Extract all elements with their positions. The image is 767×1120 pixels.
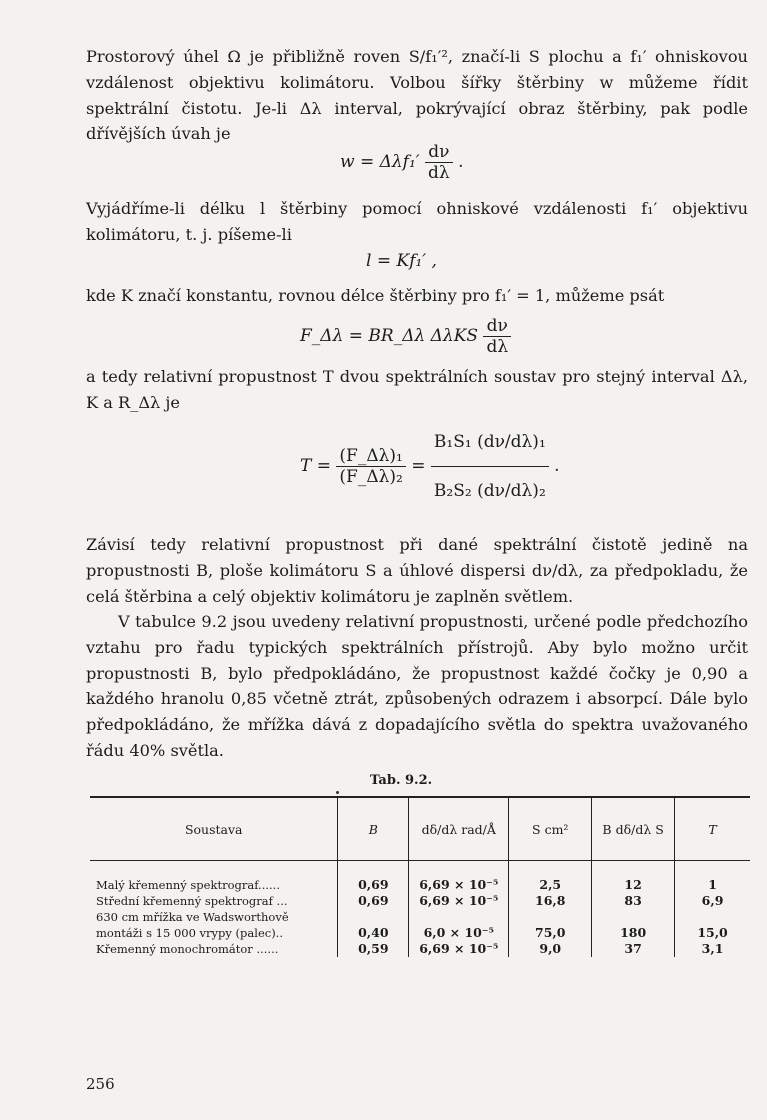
cell-bds: 83 (592, 893, 675, 909)
header-dispersion: dδ/dλ rad/Å (409, 797, 509, 861)
equation-flux-lhs: F_Δλ = BR_Δλ ΔλKS (300, 326, 479, 346)
equation-flux (300, 316, 511, 357)
equation-transmittance: T = $\frac{\text{(F\_Δλ)₁}}{\text{(F\_Δλ)₂}}$ = $\frac{\text{B₁S₁ (dν/dλ)₁}}{\text{B₂S₂ (dν/dλ)₂}}$ . (300, 432, 560, 501)
cell-b: 0,40 (338, 909, 409, 941)
cell-t: 1 (675, 861, 750, 894)
equation-slit-width-lhs: w = Δλf₁′ (340, 152, 420, 172)
paragraph-5: Závisí tedy relativní propustnost při dané spektrální čistotě jedině na propustnosti B, ploše kolimátoru S a úhlové dispersi dν/dλ, za předpokladu, že celá štěrbina a celý objektiv kolimátoru je zaplněn světlem. (86, 535, 748, 606)
cell-s: 75,0 (509, 909, 592, 941)
cell-t: 3,1 (675, 941, 750, 957)
cell-dispersion: 6,69 × 10⁻⁵ (409, 941, 509, 957)
cell-bds: 37 (592, 941, 675, 957)
equation-slit-width-fraction (425, 142, 453, 183)
cell-b: 0,69 (338, 893, 409, 909)
equation-transmittance-lhs: T = (300, 456, 331, 476)
table-caption: Tab. 9.2. (370, 773, 433, 788)
paragraph-3: kde K značí konstantu, rovnou délce štěrbiny pro f₁′ = 1, můžeme psát (86, 286, 665, 305)
equation-transmittance-fraction-right (431, 432, 549, 501)
cell-bds: 12 (592, 861, 675, 894)
fraction-numerator: B₁S₁ (dν/dλ)₁ (431, 432, 549, 467)
table-header-row (90, 797, 750, 861)
table-row (90, 893, 750, 909)
equation-flux-fraction (483, 316, 511, 357)
paragraph-2: Vyjádříme-li délku l štěrbiny pomocí ohniskové vzdálenosti f₁′ objektivu kolimátoru, t. j. píšeme-li (86, 199, 748, 244)
cell-dispersion: 6,69 × 10⁻⁵ (409, 893, 509, 909)
header-bds: B dδ/dλ S (592, 797, 675, 861)
table-row (90, 941, 750, 957)
equation-slit-width: w = Δλf₁′ $\frac{d\nu}{d\lambda}$ . (340, 142, 464, 183)
cell-s: 16,8 (509, 893, 592, 909)
table-row (90, 861, 750, 894)
decorative-dot (336, 791, 339, 794)
header-t: T (675, 797, 750, 861)
fraction-denominator: dλ (428, 163, 450, 183)
fraction-numerator: dν (483, 316, 511, 337)
cell-name: Střední křemenný spektrograf ... (96, 894, 288, 908)
cell-name: Malý křemenný spektrograf...... (96, 878, 280, 892)
header-s: S cm² (509, 797, 592, 861)
cell-t: 6,9 (675, 893, 750, 909)
equation-slit-length: l = Kf₁′ , (366, 251, 437, 271)
cell-b: 0,59 (338, 941, 409, 957)
fraction-denominator: (F_Δλ)₂ (339, 467, 403, 487)
fraction-numerator: (F_Δλ)₁ (336, 446, 405, 467)
cell-dispersion: 6,0 × 10⁻⁵ (409, 909, 509, 941)
cell-bds: 180 (592, 909, 675, 941)
fraction-denominator: B₂S₂ (dν/dλ)₂ (433, 481, 546, 501)
cell-s: 2,5 (509, 861, 592, 894)
fraction-numerator: dν (425, 142, 453, 163)
page-number: 256 (86, 1075, 115, 1093)
cell-name: 630 cm mřížka ve Wadsworthově montáži s 15 000 vrypy (palec).. (96, 910, 289, 940)
paragraph-6: V tabulce 9.2 jsou uvedeny relativní propustnosti, určené podle předchozího vztahu pro řadu typických spektrálních přístrojů. Aby bylo možno určit propustnosti B, bylo předpokládáno, že propustnost každé čočky je 0,90 a každého hranolu 0,85 včetně ztrát, způsobených odrazem i absorpcí. Dále bylo předpokládáno, že mřížka dává z dopadajícího světla do spektra uvažovaného řádu 40% světla. (86, 612, 748, 760)
cell-b: 0,69 (338, 861, 409, 894)
paragraph-4: a tedy relativní propustnost T dvou spektrálních soustav pro stejný interval Δλ, K a R_Δλ je (86, 367, 748, 412)
fraction-denominator: dλ (486, 337, 509, 357)
cell-s: 9,0 (509, 941, 592, 957)
cell-t: 15,0 (675, 909, 750, 941)
paragraph-1: Prostorový úhel Ω je přibližně roven S/f₁′², značí-li S plochu a f₁′ ohniskovou vzdálenost objektivu kolimátoru. Volbou šířky štěrbiny w můžeme řídit spektrální čistotu. Je-li Δλ interval, pokrývající obraz štěrbiny, pak podle dřívějších úvah je (86, 47, 748, 144)
header-b: B (338, 797, 409, 861)
equation-transmittance-fraction-left (336, 446, 405, 487)
cell-name: Křemenný monochromátor ...... (96, 942, 279, 956)
spectral-instruments-table (90, 796, 750, 957)
header-soustava: Soustava (90, 797, 338, 861)
cell-dispersion: 6,69 × 10⁻⁵ (409, 861, 509, 894)
table-row (90, 909, 750, 941)
